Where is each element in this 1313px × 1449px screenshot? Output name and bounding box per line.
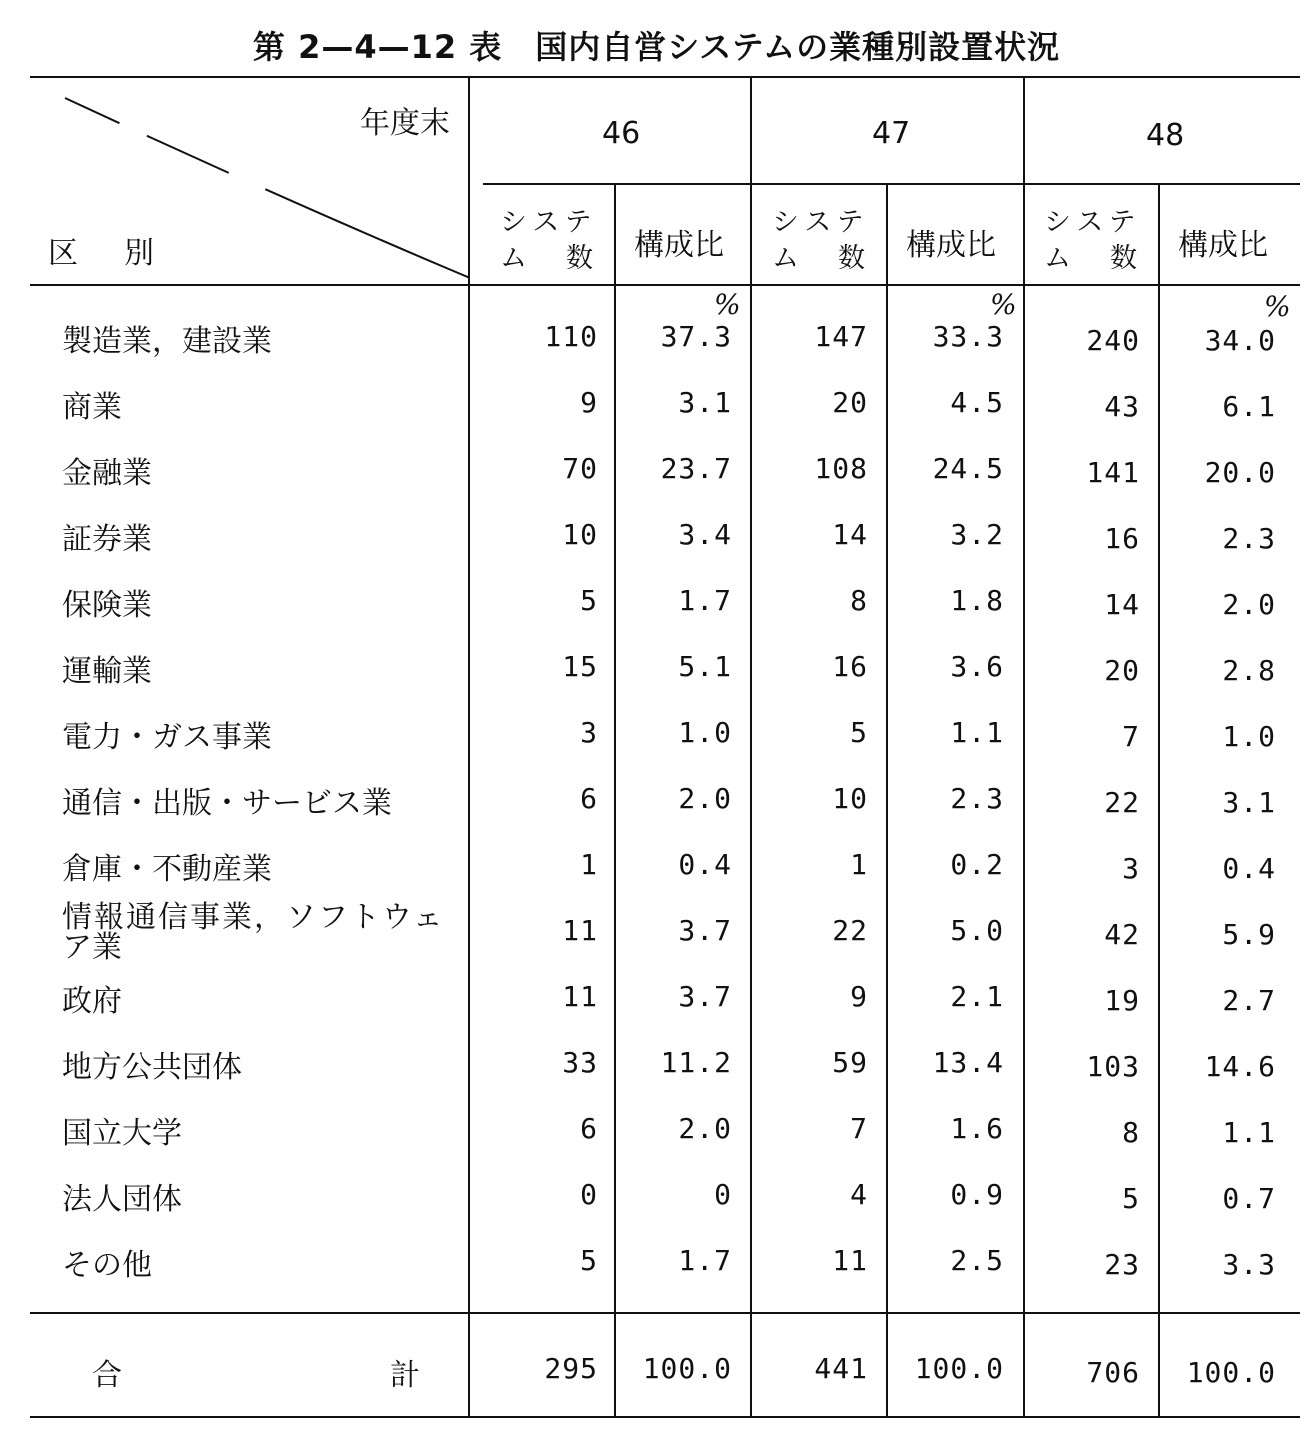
percent-mark-48: %: [1264, 290, 1291, 323]
cell-ratio-46: 23.7: [660, 452, 732, 485]
cell-ratio-47: 0.2: [950, 848, 1004, 881]
cell-ratio-48: 3.3: [1222, 1248, 1276, 1281]
cell-system-count-48: 5: [1122, 1182, 1140, 1215]
total-ratio-48: 100.0: [1186, 1356, 1276, 1389]
cell-system-count-48: 23: [1104, 1248, 1140, 1281]
cell-ratio-47: 5.0: [950, 914, 1004, 947]
cell-system-count-46: 1: [580, 848, 598, 881]
cell-system-count-47: 1: [850, 848, 868, 881]
cell-system-count-47: 9: [850, 980, 868, 1013]
total-top-rule: [30, 1312, 1300, 1314]
cell-system-count-48: 3: [1122, 852, 1140, 885]
col-48-ratio: 構成比: [1178, 228, 1268, 263]
year-48-count-divider: [1158, 185, 1160, 1418]
cell-ratio-46: 37.3: [660, 320, 732, 353]
cell-ratio-46: 5.1: [678, 650, 732, 683]
cell-system-count-46: 5: [580, 1244, 598, 1277]
cell-ratio-47: 33.3: [932, 320, 1004, 353]
col-46-system-count-l1: システ: [500, 207, 598, 238]
cell-system-count-48: 22: [1104, 786, 1140, 819]
cell-ratio-46: 3.7: [678, 914, 732, 947]
row-label: 法人団体: [62, 1182, 182, 1217]
col-48-system-count-l2: ム 数: [1044, 243, 1143, 274]
cell-system-count-47: 11: [832, 1244, 868, 1277]
cell-system-count-47: 22: [832, 914, 868, 947]
cell-system-count-47: 8: [850, 584, 868, 617]
cell-system-count-47: 59: [832, 1046, 868, 1079]
cell-ratio-47: 4.5: [950, 386, 1004, 419]
cell-ratio-46: 0: [714, 1178, 732, 1211]
year-48-divider: [1023, 76, 1025, 1418]
cell-ratio-47: 1.6: [950, 1112, 1004, 1145]
col-46-ratio: 構成比: [634, 228, 724, 263]
row-label: 運輸業: [62, 654, 152, 689]
col-48-system-count-l1: システ: [1044, 207, 1142, 238]
total-label-right: 計: [390, 1358, 420, 1393]
row-label: 証券業: [62, 522, 152, 557]
cell-system-count-47: 4: [850, 1178, 868, 1211]
cell-ratio-48: 3.1: [1222, 786, 1276, 819]
year-46-count-divider: [614, 185, 616, 1418]
cell-system-count-46: 9: [580, 386, 598, 419]
cell-system-count-46: 0: [580, 1178, 598, 1211]
row-label: その他: [62, 1248, 152, 1283]
cell-ratio-46: 0.4: [678, 848, 732, 881]
total-system-count-48: 706: [1086, 1356, 1140, 1389]
cell-system-count-47: 7: [850, 1112, 868, 1145]
row-label: 通信・出版・サービス業: [62, 786, 392, 821]
year-subheader-rule: [483, 183, 1300, 185]
row-label: 地方公共団体: [62, 1050, 242, 1085]
col-46-system-count-l2: ム 数: [500, 243, 599, 274]
total-system-count-47: 441: [814, 1352, 868, 1385]
cell-ratio-48: 14.6: [1204, 1050, 1276, 1083]
cell-ratio-46: 11.2: [660, 1046, 732, 1079]
cell-ratio-47: 3.2: [950, 518, 1004, 551]
cell-ratio-48: 0.4: [1222, 852, 1276, 885]
cell-ratio-46: 2.0: [678, 1112, 732, 1145]
cell-system-count-46: 33: [562, 1046, 598, 1079]
year-46: 46: [602, 116, 641, 151]
cell-system-count-48: 43: [1104, 390, 1140, 423]
cell-ratio-47: 24.5: [932, 452, 1004, 485]
row-label: 商業: [62, 390, 122, 425]
cell-system-count-47: 5: [850, 716, 868, 749]
cell-ratio-48: 0.7: [1222, 1182, 1276, 1215]
total-ratio-46: 100.0: [642, 1352, 732, 1385]
cell-system-count-47: 108: [814, 452, 868, 485]
cell-system-count-48: 240: [1086, 324, 1140, 357]
cell-ratio-46: 1.0: [678, 716, 732, 749]
cell-system-count-46: 110: [544, 320, 598, 353]
row-label: 電力・ガス事業: [62, 720, 272, 755]
total-label-left: 合: [92, 1358, 122, 1393]
cell-system-count-46: 5: [580, 584, 598, 617]
cell-ratio-48: 1.1: [1222, 1116, 1276, 1149]
year-47-divider: [750, 76, 752, 1418]
total-system-count-46: 295: [544, 1352, 598, 1385]
cell-ratio-48: 1.0: [1222, 720, 1276, 753]
bottom-rule: [30, 1416, 1300, 1418]
cell-ratio-48: 2.3: [1222, 522, 1276, 555]
cell-system-count-48: 103: [1086, 1050, 1140, 1083]
cell-ratio-47: 1.8: [950, 584, 1004, 617]
col-47-ratio: 構成比: [906, 228, 996, 263]
cell-ratio-46: 1.7: [678, 584, 732, 617]
cell-ratio-48: 20.0: [1204, 456, 1276, 489]
cell-system-count-46: 11: [562, 980, 598, 1013]
row-label: 倉庫・不動産業: [62, 852, 272, 887]
cell-system-count-48: 7: [1122, 720, 1140, 753]
cell-system-count-46: 10: [562, 518, 598, 551]
cell-ratio-46: 3.1: [678, 386, 732, 419]
cell-system-count-48: 16: [1104, 522, 1140, 555]
cell-system-count-48: 20: [1104, 654, 1140, 687]
cell-ratio-46: 1.7: [678, 1244, 732, 1277]
cell-ratio-47: 2.1: [950, 980, 1004, 1013]
cell-ratio-47: 13.4: [932, 1046, 1004, 1079]
cell-system-count-47: 147: [814, 320, 868, 353]
cell-ratio-46: 3.4: [678, 518, 732, 551]
cell-system-count-46: 6: [580, 1112, 598, 1145]
corner-fiscal-year-end: 年度末: [360, 106, 450, 141]
row-label-line2: ア業: [62, 930, 122, 965]
cell-system-count-48: 42: [1104, 918, 1140, 951]
cell-ratio-47: 1.1: [950, 716, 1004, 749]
cell-ratio-48: 5.9: [1222, 918, 1276, 951]
col-47-system-count-l1: システ: [772, 207, 870, 238]
percent-mark-47: %: [990, 288, 1017, 321]
cell-ratio-46: 2.0: [678, 782, 732, 815]
cell-system-count-46: 15: [562, 650, 598, 683]
cell-ratio-48: 2.8: [1222, 654, 1276, 687]
row-label: 政府: [62, 984, 122, 1019]
year-47-count-divider: [886, 185, 888, 1418]
table-title: 第 2—4—12 表 国内自営システムの業種別設置状況: [252, 28, 1061, 66]
cell-ratio-48: 2.0: [1222, 588, 1276, 621]
year-48: 48: [1146, 118, 1185, 153]
cell-system-count-48: 141: [1086, 456, 1140, 489]
cell-ratio-47: 0.9: [950, 1178, 1004, 1211]
row-label-line1: 情報通信事業，ソフトウェ: [62, 900, 445, 935]
cell-system-count-47: 20: [832, 386, 868, 419]
cell-system-count-46: 6: [580, 782, 598, 815]
row-label: 金融業: [62, 456, 152, 491]
cell-system-count-48: 19: [1104, 984, 1140, 1017]
cell-ratio-47: 2.3: [950, 782, 1004, 815]
corner-category: 区 別: [48, 236, 162, 271]
cell-system-count-48: 14: [1104, 588, 1140, 621]
cell-system-count-47: 10: [832, 782, 868, 815]
cell-ratio-46: 3.7: [678, 980, 732, 1013]
cell-system-count-46: 11: [562, 914, 598, 947]
cell-system-count-47: 14: [832, 518, 868, 551]
row-label: 保険業: [62, 588, 152, 623]
cell-ratio-47: 2.5: [950, 1244, 1004, 1277]
col-47-system-count-l2: ム 数: [772, 243, 871, 274]
year-47: 47: [872, 116, 911, 151]
cell-system-count-47: 16: [832, 650, 868, 683]
cell-system-count-48: 8: [1122, 1116, 1140, 1149]
row-label: 国立大学: [62, 1116, 182, 1151]
cell-ratio-48: 34.0: [1204, 324, 1276, 357]
percent-mark-46: %: [714, 288, 741, 321]
row-label: 製造業，建設業: [62, 324, 272, 359]
cell-system-count-46: 3: [580, 716, 598, 749]
cell-ratio-47: 3.6: [950, 650, 1004, 683]
cell-ratio-48: 6.1: [1222, 390, 1276, 423]
total-ratio-47: 100.0: [914, 1352, 1004, 1385]
cell-system-count-46: 70: [562, 452, 598, 485]
cell-ratio-48: 2.7: [1222, 984, 1276, 1017]
